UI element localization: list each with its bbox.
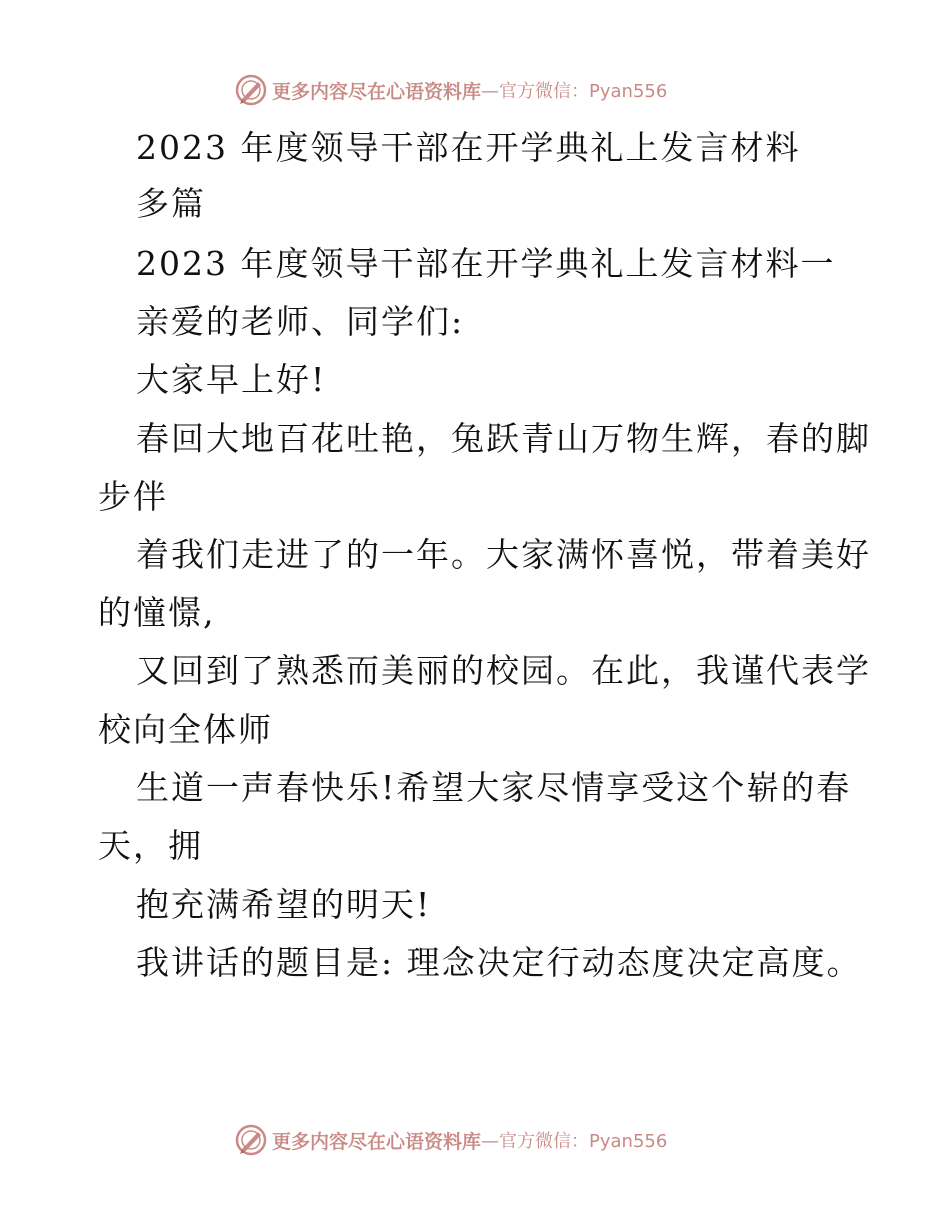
pen-circle-logo-icon	[234, 73, 268, 107]
doc-title-line-1: 2023 年度领导干部在开学典礼上发言材料	[136, 128, 801, 167]
doc-paragraph-line: 我讲话的题目是: 理念决定行动态度决定高度。	[136, 943, 862, 982]
doc-greeting: 大家早上好!	[136, 360, 327, 399]
watermark-sub-text: —官方微信：Pyan556	[481, 81, 668, 102]
doc-paragraph-line: 步伴	[98, 477, 168, 516]
footer-watermark	[234, 1122, 667, 1158]
doc-paragraph-line: 春回大地百花吐艳，兔跃青山万物生辉，春的脚	[136, 419, 871, 458]
doc-title-line-2: 多篇	[136, 184, 206, 223]
doc-paragraph-line: 的憧憬,	[98, 593, 216, 632]
watermark-main-text: 更多内容尽在心语资料库	[272, 1130, 482, 1153]
doc-paragraph-line: 天，拥	[98, 826, 203, 865]
doc-salutation: 亲爱的老师、同学们:	[136, 302, 465, 341]
doc-paragraph-line: 又回到了熟悉而美丽的校园。在此，我谨代表学	[136, 651, 871, 690]
doc-paragraph-line: 生道一声春快乐!希望大家尽情享受这个崭的春	[136, 768, 852, 807]
doc-paragraph-line: 抱充满希望的明天!	[136, 885, 432, 924]
header-watermark	[234, 72, 667, 108]
doc-paragraph-line: 着我们走进了的一年。大家满怀喜悦，带着美好	[136, 535, 871, 574]
doc-subtitle: 2023 年度领导干部在开学典礼上发言材料一	[136, 244, 836, 283]
pen-circle-logo-icon	[234, 1123, 268, 1157]
doc-paragraph-line: 校向全体师	[98, 710, 273, 749]
watermark-sub-text: —官方微信：Pyan556	[481, 1131, 668, 1152]
watermark-main-text: 更多内容尽在心语资料库	[272, 80, 482, 103]
